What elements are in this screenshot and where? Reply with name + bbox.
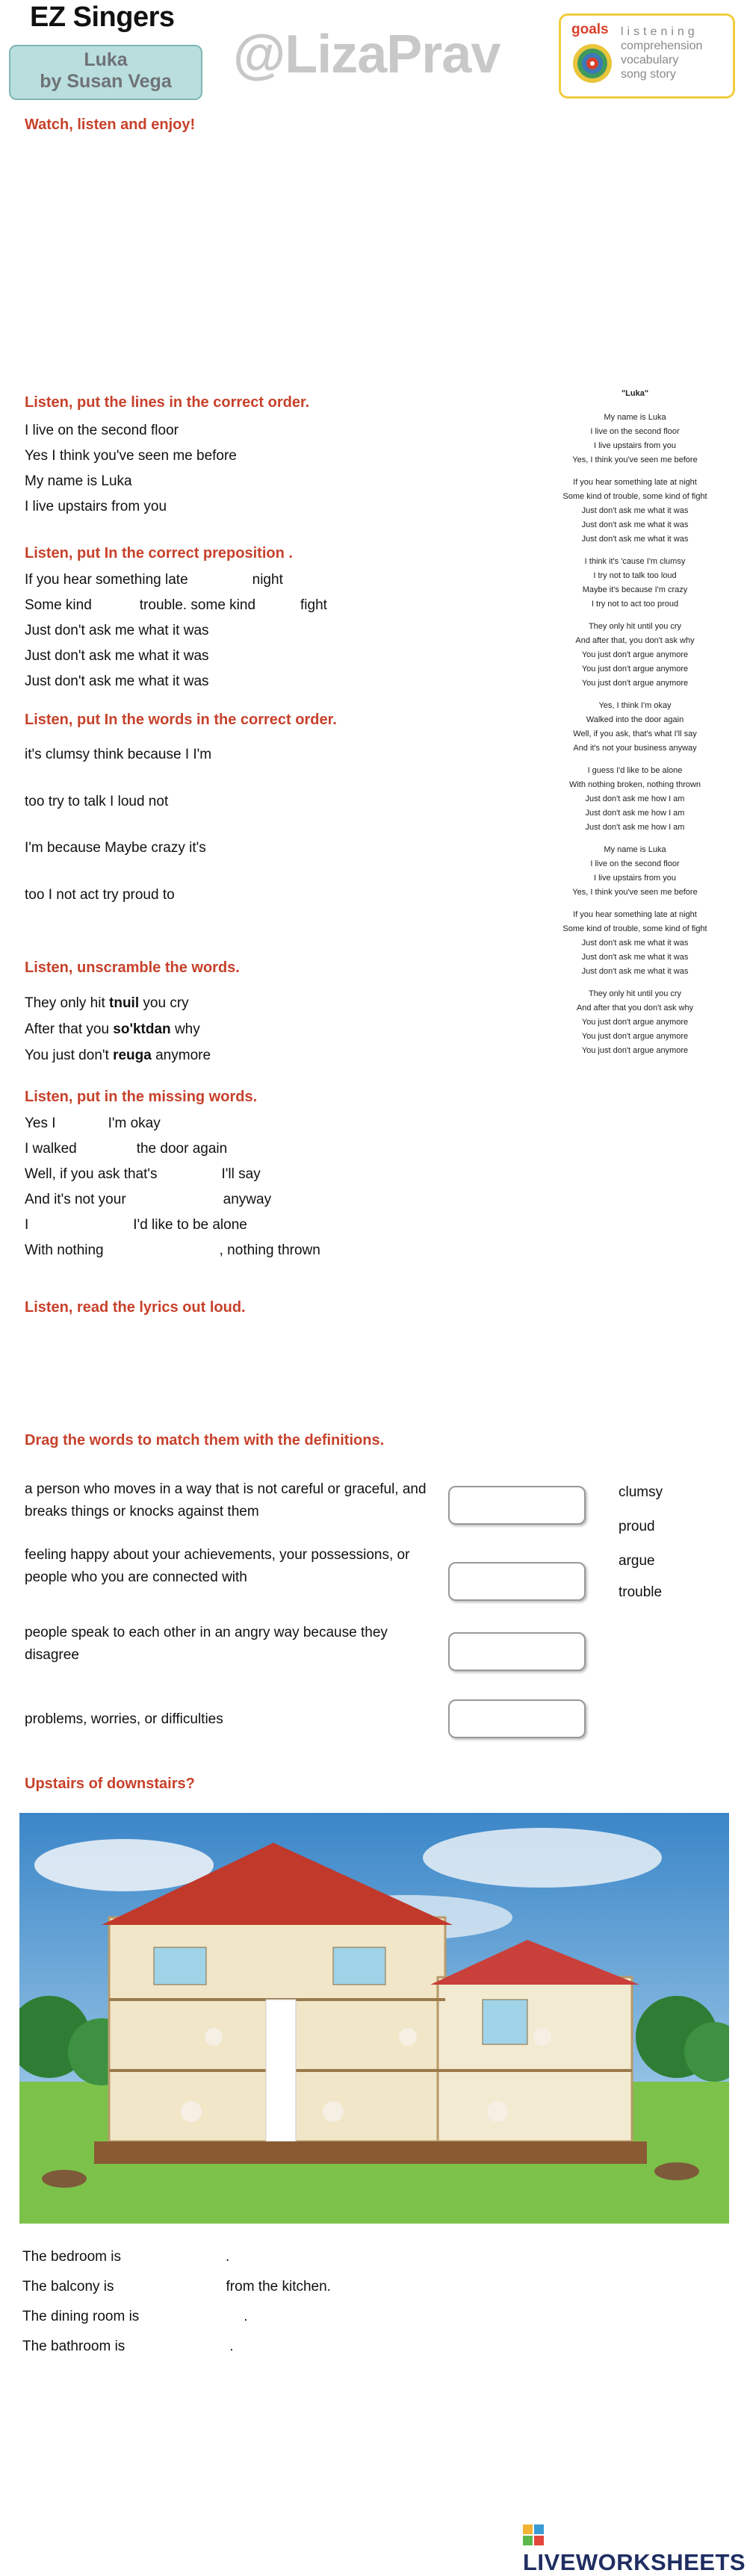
order-words-1: it's clumsy think because I I'm [25,747,212,762]
lyric-line: Just don't ask me what it was [581,953,689,962]
lyric-line: I try not to talk too loud [593,571,677,580]
section-heading-preposition: Listen, put In the correct preposition . [25,545,293,561]
line-text: And it's not your [25,1192,126,1207]
order-line-1[interactable]: I live on the second floor [25,423,179,438]
unscramble-line-3 [25,1048,211,1064]
lyric-line: You just don't argue anymore [581,1032,689,1041]
lyric-line: If you hear something late at night [573,478,697,487]
drag-word-proud[interactable]: proud [619,1519,655,1534]
preposition-line-5: Just don't ask me what it was [25,673,209,689]
lyric-line: Just don't ask me how I am [585,794,685,803]
section-heading-order-lines: Listen, put the lines in the correct order. [25,394,310,411]
lyric-line: With nothing broken, nothing thrown [568,780,701,789]
lyrics-title: "Luka" [621,389,649,398]
lyric-line: Some kind of trouble, some kind of fight [562,924,707,933]
section-heading-unscramble: Listen, unscramble the words. [25,959,240,976]
goals-label: goals [571,22,609,37]
missing-line-5 [25,1217,247,1233]
missing-line-4 [25,1192,271,1208]
order-words-3: I'm because Maybe crazy it's [25,840,206,856]
section-heading-read-aloud: Listen, read the lyrics out loud. [25,1299,246,1316]
line-text: anymore [155,1048,211,1063]
order-words-2: too try to talk I loud not [25,794,169,809]
room-line-1 [22,2249,229,2265]
lyrics-stanza [523,476,747,547]
lyric-line: I live on the second floor [590,427,680,436]
unscramble-line-2 [25,1021,200,1038]
lyric-line: Yes, I think I'm okay [598,701,672,710]
line-text: Some kind [25,597,92,613]
lyric-line: And after that, you don't ask why [575,636,695,645]
line-text: I'd like to be alone [133,1217,247,1233]
liveworksheets-logo [523,2522,747,2576]
line-text: trouble. some kind [139,597,256,613]
line-text: , nothing thrown [219,1242,320,1258]
line-text: With nothing [25,1242,104,1258]
line-text: . [229,2339,234,2354]
line-text: fight [300,597,327,613]
drag-word-clumsy[interactable]: clumsy [619,1484,663,1500]
room-line-3 [22,2309,248,2325]
lyric-line: I think it's 'cause I'm clumsy [584,557,686,566]
lyric-line: Walked into the door again [586,715,684,724]
lyrics-stanza [523,699,747,756]
section-heading-missing: Listen, put in the missing words. [25,1089,258,1105]
lyric-line: Just don't ask me what it was [581,535,689,544]
scrambled-word: so'ktdan [113,1021,171,1037]
line-text: I'll say [221,1166,261,1182]
lyrics-panel [523,387,747,1066]
goal-item: listening [621,25,698,38]
definition-3: people speak to each other in an angry way because they disagree [25,1625,388,1663]
drag-word-trouble[interactable]: trouble [619,1584,663,1600]
liveworksheets-icon [523,2524,544,2545]
lyric-line: I try not to act too proud [591,600,679,609]
section-heading-order-words: Listen, put In the words in the correct order. [25,712,337,728]
lyric-line: They only hit until you cry [588,989,682,998]
preposition-line-4: Just don't ask me what it was [25,648,209,664]
line-text: . [244,2309,248,2324]
unscramble-line-1 [25,995,189,1012]
author-handle: @LizaPrav [233,25,500,84]
logo-text: LIVEWORKSHEETS [523,2549,746,2575]
recording-area[interactable] [25,1329,398,1411]
missing-line-1 [25,1116,161,1132]
lyric-line: I guess I'd like to be alone [587,766,683,775]
song-title-box [9,45,202,100]
lyric-line: You just don't argue anymore [581,1046,689,1055]
lyrics-stanza [523,764,747,835]
goal-item: song story [621,68,676,81]
order-line-3[interactable]: My name is Luka [25,473,132,489]
order-line-2[interactable]: Yes I think you've seen me before [25,448,237,464]
lyric-line: And it's not your business anyway [573,744,697,753]
preposition-line-1 [25,572,283,588]
lyric-line: They only hit until you cry [588,622,682,631]
preposition-line-2 [25,597,327,614]
lyric-line: Just don't ask me what it was [581,520,689,529]
lyrics-stanza [523,620,747,691]
line-text: I [25,1217,29,1233]
drop-target-2[interactable] [448,1562,586,1601]
line-text: night [252,572,283,588]
line-text: . [226,2249,230,2265]
lyric-line: Maybe it's because I'm crazy [582,585,688,594]
line-text: Yes I [25,1116,56,1131]
section-heading-watch: Watch, listen and enjoy! [25,116,196,133]
lyric-line: Some kind of trouble, some kind of fight [562,492,707,501]
missing-line-6 [25,1242,320,1259]
lyric-line: Just don't ask me how I am [585,809,685,818]
goals-list [621,25,702,81]
line-text: They only hit [25,995,105,1011]
lyric-line: You just don't argue anymore [581,650,689,659]
line-text: I walked [25,1141,77,1157]
room-line-4 [22,2339,234,2355]
missing-line-2 [25,1141,227,1157]
lyrics-stanza [523,908,747,979]
lyric-line: Just don't ask me what it was [581,967,689,976]
drop-target-4[interactable] [448,1699,586,1738]
order-line-4[interactable]: I live upstairs from you [25,499,167,514]
line-text: You just don't [25,1048,109,1063]
line-text: The bedroom is [22,2249,122,2265]
line-text: the door again [136,1141,228,1157]
definition-1: a person who moves in a way that is not careful or graceful, and breaks things or knocks against them [25,1481,427,1519]
lyric-line: If you hear something late at night [573,910,697,919]
preposition-line-3: Just don't ask me what it was [25,623,209,638]
lyrics-stanza [523,987,747,1058]
target-icon [571,43,613,84]
lyrics-stanza [523,843,747,900]
song-artist: by Susan Vega [40,71,172,92]
drag-word-argue[interactable]: argue [619,1553,655,1569]
lyric-line: Well, if you ask, that's what I'll say [573,729,697,738]
video-placeholder[interactable] [25,142,503,381]
lyric-line: My name is Luka [604,413,666,422]
drop-target-1[interactable] [448,1486,586,1525]
missing-line-3 [25,1166,261,1183]
line-text: The dining room is [22,2309,140,2324]
line-text: from the kitchen. [226,2279,331,2295]
line-text: you cry [143,995,189,1011]
lyric-line: You just don't argue anymore [581,1018,689,1027]
line-text: If you hear something late [25,572,188,588]
line-text: anyway [223,1192,272,1207]
lyric-line: I live on the second floor [590,859,680,868]
goal-item: vocabulary [621,54,679,66]
lyric-line: And after that you don't ask why [576,1004,694,1012]
lyric-line: I live upstairs from you [593,874,677,883]
song-title: Luka [84,49,128,70]
room-line-2 [22,2279,331,2295]
lyric-line: You just don't argue anymore [581,679,689,688]
definition-2: feeling happy about your achievements, your possessions, or people who you are connected with [25,1547,410,1585]
line-text: The bathroom is [22,2339,125,2354]
line-text: After that you [25,1021,110,1037]
lyric-line: Yes, I think you've seen me before [572,455,698,464]
dollhouse-image [19,1813,729,2224]
line-text: The balcony is [22,2279,114,2295]
lyric-line: Just don't ask me what it was [581,939,689,948]
section-heading-upstairs: Upstairs of downstairs? [25,1776,195,1792]
lyrics-stanza [523,411,747,467]
lyrics-stanza [523,555,747,612]
lyric-line: My name is Luka [604,845,666,854]
line-text: Well, if you ask that's [25,1166,158,1182]
lyric-line: Just don't ask me how I am [585,823,685,832]
line-text: I'm okay [108,1116,161,1131]
drop-target-3[interactable] [448,1632,586,1671]
goals-box [559,13,735,99]
lyric-line: I live upstairs from you [593,441,677,450]
lyric-line: Yes, I think you've seen me before [572,888,698,897]
line-text: why [174,1021,200,1037]
goal-item: comprehension [621,40,703,52]
brand-title: EZ Singers [30,1,175,33]
section-heading-drag: Drag the words to match them with the definitions. [25,1432,385,1449]
lyric-line: Just don't ask me what it was [581,506,689,515]
scrambled-word: reuga [113,1048,152,1063]
scrambled-word: tnuil [109,995,140,1011]
lyric-line: You just don't argue anymore [581,665,689,673]
order-words-4: too I not act try proud to [25,887,175,903]
definition-4: problems, worries, or difficulties [25,1711,223,1727]
